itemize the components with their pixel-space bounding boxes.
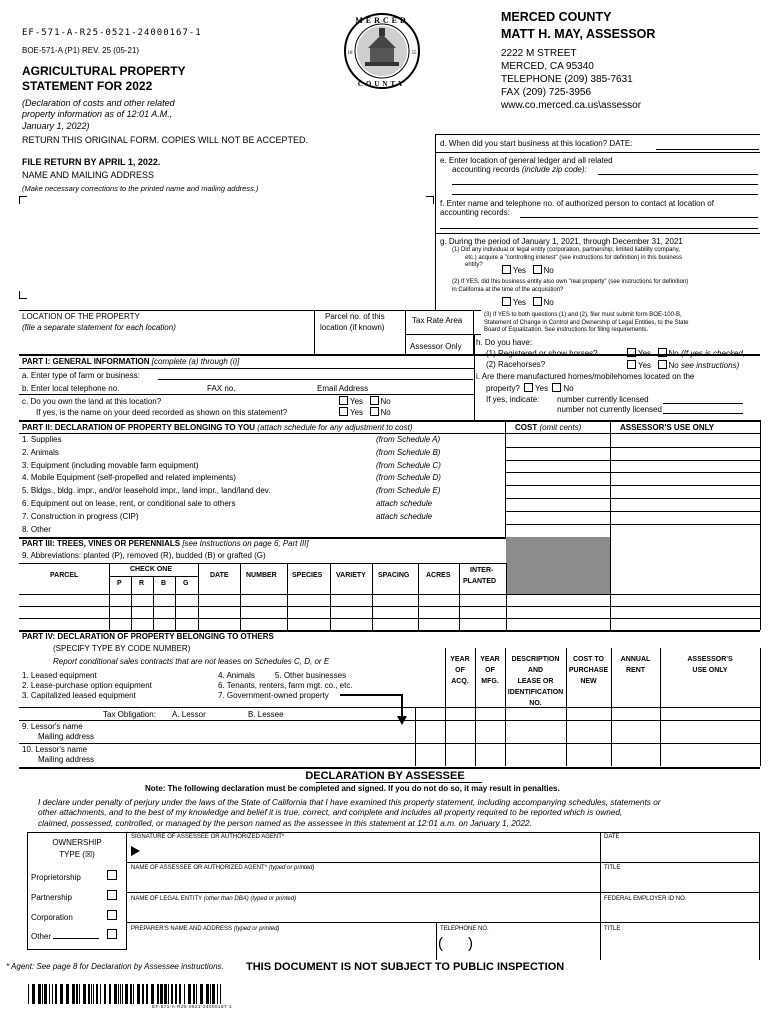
partnership-checkbox[interactable] bbox=[107, 890, 117, 900]
col-b: B bbox=[161, 580, 167, 587]
form-title-line2: STATEMENT FOR 2022 bbox=[22, 79, 153, 93]
parcel-label-1: Parcel no. of this bbox=[325, 312, 385, 321]
c1-yes-checkbox[interactable] bbox=[339, 396, 348, 405]
assessor-street: 2222 M STREET bbox=[501, 48, 577, 59]
tax-obligation-label: Tax Obligation: bbox=[103, 710, 156, 719]
barcode-bar bbox=[125, 984, 128, 1004]
barcode-bar bbox=[104, 984, 106, 1004]
tax-lessee-label: B. Lessee bbox=[248, 710, 284, 719]
part2-row-ref: (from Schedule E) bbox=[376, 486, 441, 496]
barcode bbox=[28, 984, 224, 1004]
part4-col-year_acq bbox=[445, 654, 475, 687]
barcode-bar bbox=[88, 984, 90, 1004]
part4-col-year_acq-line: YEAR bbox=[450, 656, 470, 663]
fein-label: FEDERAL EMPLOYER ID NO. bbox=[604, 896, 687, 902]
barcode-bar bbox=[217, 984, 218, 1004]
location-label: LOCATION OF THE PROPERTY bbox=[22, 312, 140, 321]
h1-no-checkbox[interactable] bbox=[658, 348, 667, 357]
farm-type-field[interactable] bbox=[158, 379, 473, 380]
part4-col-cost-line: COST TO bbox=[573, 656, 604, 663]
part2-row-ref: (from Schedule D) bbox=[376, 473, 441, 483]
parcel-label-2: location (if known) bbox=[320, 323, 385, 332]
part2-cost-field[interactable] bbox=[506, 524, 610, 536]
barcode-bar bbox=[109, 984, 111, 1004]
part2-cost-field[interactable] bbox=[506, 511, 610, 523]
seal-top-text: MERCED bbox=[355, 16, 409, 25]
contact-person-field-2[interactable] bbox=[440, 228, 758, 229]
c1-no-checkbox[interactable] bbox=[370, 396, 379, 405]
barcode-bar bbox=[206, 984, 209, 1004]
barcode-bar bbox=[168, 984, 169, 1004]
sign-here-arrow-icon bbox=[131, 846, 141, 856]
part4-col-year_acq-line: OF bbox=[455, 667, 465, 674]
part3-column-divider bbox=[760, 594, 761, 630]
barcode-bar bbox=[55, 984, 57, 1004]
assessor-phone: TELEPHONE (209) 385-7631 bbox=[501, 74, 633, 85]
part1-b-label: b. Enter local telephone no. bbox=[22, 384, 120, 393]
tax-lessor-label: A. Lessor bbox=[172, 710, 206, 719]
cost-column-header: COST (omit cents) bbox=[515, 423, 582, 432]
barcode-bar bbox=[175, 984, 177, 1004]
i-yes-checkbox[interactable] bbox=[524, 383, 533, 392]
part3-shaded-cost bbox=[506, 537, 610, 594]
telephone-label: TELEPHONE NO. bbox=[440, 926, 489, 932]
form-number: BOE-571-A (P1) REV. 25 (05-21) bbox=[22, 46, 140, 55]
name-address-label: NAME AND MAILING ADDRESS bbox=[22, 170, 155, 180]
contact-person-field-1[interactable] bbox=[520, 217, 758, 218]
part4-entry-row[interactable] bbox=[416, 743, 760, 766]
lessor-10-labels: 10. Lessor's name Mailing address bbox=[22, 745, 95, 764]
part2-heading: PART II: DECLARATION OF PROPERTY BELONGING TO YOU (attach schedule for any adjustment to cost) bbox=[22, 423, 413, 432]
part4-col-cost-line: PURCHASE bbox=[568, 667, 609, 674]
col-acres: ACRES bbox=[426, 572, 451, 579]
assessor-block bbox=[501, 9, 655, 112]
barcode-bar bbox=[157, 984, 159, 1004]
part4-codes-left: 1. Leased equipment 2. Lease-purchase option equipment 3. Capitalized leased equipment bbox=[22, 671, 152, 700]
h1-yes-no: Yes No (If yes is checked, bbox=[625, 348, 745, 358]
seal-bottom-text: COUNTY bbox=[357, 80, 407, 88]
c2-yes-no: Yes No bbox=[337, 407, 391, 417]
question-g3-text: (3) If YES to both questions (1) and (2), filer must submit form BOE-100-B, Statement of Change in Control and Ownership of Legal Entities, to the State Board of Equalization. See instructions for filing requirements. bbox=[484, 312, 689, 333]
public-inspection-notice: THIS DOCUMENT IS NOT SUBJECT TO PUBLIC INSPECTION bbox=[246, 961, 565, 973]
part2-row-label: 8. Other bbox=[22, 524, 51, 534]
barcode-bar bbox=[200, 984, 203, 1004]
part4-report-note: Report conditional sales contracts that are not leases on Schedules C, D, or E bbox=[53, 657, 330, 666]
part3-entry-row[interactable] bbox=[20, 594, 760, 606]
corporation-checkbox[interactable] bbox=[107, 910, 117, 920]
g1-yes-checkbox[interactable] bbox=[502, 265, 511, 274]
assessor-city: MERCED, CA 95340 bbox=[501, 61, 594, 72]
barcode-bar bbox=[72, 984, 75, 1004]
i-no-checkbox[interactable] bbox=[552, 383, 561, 392]
part4-col-desc-line: LEASE OR bbox=[517, 678, 554, 685]
form-title-line1: AGRICULTURAL PROPERTY bbox=[22, 64, 186, 78]
barcode-bar bbox=[220, 984, 221, 1004]
form-subtitle: (Declaration of costs and other related property information as of 12:01 A.M., January 1, 2022) bbox=[22, 98, 175, 131]
part2-row-ref: attach schedule bbox=[376, 499, 433, 508]
part1-heading: PART I: GENERAL INFORMATION [complete (a) through (i)] bbox=[22, 357, 240, 366]
barcode-bar bbox=[91, 984, 92, 1004]
part4-col-cost bbox=[566, 654, 611, 687]
preparer-telephone-field[interactable]: ( ) bbox=[438, 935, 473, 952]
agent-name-field[interactable] bbox=[131, 873, 597, 890]
part2-row-divider bbox=[505, 472, 760, 473]
col-date: DATE bbox=[210, 572, 229, 579]
part4-col-rent-line: RENT bbox=[625, 667, 646, 674]
declaration-text: I declare under penalty of perjury under the laws of the State of California that I have examined this property statement, including accompanying schedules, statements or other attachments, and to the best of my knowledge and belief it is true, correct, and complete and includes all property required to be reported which is owned, claimed, possessed, controlled, or managed by the person named as the assessee in this statement at 12:01 a.m. on January 1, 2022. bbox=[38, 797, 661, 828]
barcode-bar bbox=[212, 984, 215, 1004]
part2-row-label: 3. Equipment (including movable farm equipment) bbox=[22, 460, 199, 470]
part4-entry-row[interactable] bbox=[416, 720, 760, 743]
other-checkbox[interactable] bbox=[107, 929, 117, 939]
part4-col-desc-line: DESCRIPTION bbox=[511, 656, 560, 663]
col-parcel: PARCEL bbox=[50, 572, 79, 579]
part4-col-year_acq-line: ACQ. bbox=[451, 678, 469, 685]
barcode-bar bbox=[184, 984, 185, 1004]
barcode-bar bbox=[28, 984, 29, 1004]
c1-yes-no: Yes No bbox=[337, 396, 391, 406]
type-other-label: Other bbox=[31, 932, 99, 941]
agent-footnote: * Agent: See page 8 for Declaration by Assessee instructions. bbox=[6, 962, 224, 971]
barcode-bar bbox=[114, 984, 117, 1004]
part4-codes-right: 4. Animals 5. Other businesses 6. Tenants, renters, farm mgt. co., etc. 7. Government-owned property bbox=[218, 671, 353, 700]
part2-cost-field[interactable] bbox=[506, 498, 610, 510]
part4-col-desc-line: NO. bbox=[529, 700, 542, 707]
tax-rate-area-label: Tax Rate Area bbox=[412, 316, 463, 325]
part2-row-divider bbox=[505, 511, 760, 512]
part2-row-label: 2. Animals bbox=[22, 447, 59, 457]
g2-yes-no: Yes No bbox=[500, 297, 554, 307]
col-p: P bbox=[117, 580, 122, 587]
part2-row-divider bbox=[505, 447, 760, 448]
h2-no-checkbox[interactable] bbox=[658, 360, 667, 369]
question-g2-text: (2) If YES, did this business entity also own "real property" (see instructions for definition) in California at the time of the acquisition? bbox=[452, 279, 689, 293]
barcode-bar bbox=[130, 984, 132, 1004]
question-h1-label: (1) Registered or show horses? bbox=[486, 349, 598, 358]
col-spacing: SPACING bbox=[378, 572, 410, 579]
question-i-property: property? Yes No bbox=[486, 384, 574, 393]
barcode-bar bbox=[171, 984, 173, 1004]
part2-cost-field[interactable] bbox=[506, 447, 610, 459]
assessor-name: MATT H. MAY, ASSESSOR bbox=[501, 27, 656, 41]
part2-cost-field[interactable] bbox=[506, 434, 610, 446]
proprietorship-checkbox[interactable] bbox=[107, 870, 117, 880]
preparer-title-field[interactable] bbox=[604, 934, 758, 958]
barcode-bar bbox=[83, 984, 86, 1004]
ledger-location-field-3[interactable] bbox=[452, 194, 758, 195]
assessor-use-header: ASSESSOR'S USE ONLY bbox=[620, 423, 715, 432]
part2-row-label: 5. Bldgs., bldg. impr., and/or leasehold impr., land impr., land/land dev. bbox=[22, 486, 271, 496]
part2-row-ref: (from Schedule A) bbox=[376, 435, 441, 444]
email-label: Email Address bbox=[317, 384, 369, 393]
ownership-type-label: TYPE (☒) bbox=[59, 850, 95, 859]
type-proprietorship-label: Proprietorship bbox=[31, 873, 81, 882]
part2-row-divider bbox=[505, 524, 760, 525]
fax-label: FAX no. bbox=[207, 384, 236, 393]
part2-cost-field[interactable] bbox=[506, 472, 610, 484]
g2-no-checkbox[interactable] bbox=[533, 297, 542, 306]
address-corner-tr bbox=[426, 196, 434, 204]
name-address-note: (Make necessary corrections to the printed name and mailing address.) bbox=[22, 184, 259, 193]
c2-no-checkbox[interactable] bbox=[370, 407, 379, 416]
declaration-heading: DECLARATION BY ASSESSEE bbox=[305, 770, 465, 782]
part2-row-ref: attach schedule bbox=[376, 511, 433, 521]
signature-field[interactable] bbox=[142, 842, 598, 860]
barcode-bar bbox=[66, 984, 69, 1004]
ledger-location-field-1[interactable] bbox=[598, 174, 758, 175]
barcode-bar bbox=[79, 984, 80, 1004]
seal-left-text: 18 bbox=[347, 51, 353, 56]
part2-cost-field[interactable] bbox=[506, 485, 610, 497]
question-i-label: i. Are there manufactured homes/mobilehomes located on the bbox=[476, 372, 695, 381]
part2-row-label: 4. Mobile Equipment (self-propelled and related implements) bbox=[22, 473, 236, 483]
part4-col-cost-line: NEW bbox=[580, 678, 597, 685]
type-corporation-label: Corporation bbox=[31, 913, 73, 922]
signature-date-field[interactable] bbox=[604, 842, 758, 860]
barcode-bar bbox=[210, 984, 211, 1004]
part4-col-desc-line: IDENTIFICATION bbox=[507, 689, 564, 696]
question-h-label: h. Do you have: bbox=[476, 338, 533, 347]
barcode-bar bbox=[76, 984, 78, 1004]
col-number: NUMBER bbox=[246, 572, 277, 579]
col-species: SPECIES bbox=[292, 572, 323, 579]
col-inter: INTER- bbox=[470, 567, 494, 574]
col-variety: VARIETY bbox=[336, 572, 366, 579]
col-check-one: CHECK ONE bbox=[130, 566, 173, 573]
fein-field[interactable] bbox=[604, 904, 758, 920]
barcode-bar bbox=[120, 984, 121, 1004]
question-e-label1: e. Enter location of general ledger and all related bbox=[440, 156, 613, 165]
preparer-field[interactable] bbox=[131, 934, 433, 958]
g2-yes-checkbox[interactable] bbox=[502, 297, 511, 306]
merced-county-seal bbox=[337, 12, 427, 90]
part3-entry-row[interactable] bbox=[20, 618, 760, 630]
location-note: (file a separate statement for each location) bbox=[22, 323, 176, 332]
barcode-bar bbox=[96, 984, 98, 1004]
part4-col-year_mfg-line: YEAR bbox=[480, 656, 500, 663]
part4-col-desc bbox=[505, 654, 566, 709]
barcode-bar bbox=[93, 984, 94, 1004]
start-date-field[interactable] bbox=[656, 149, 759, 150]
agent-name-label: NAME OF ASSESSEE OR AUTHORIZED AGENT* (typed or printed) bbox=[131, 865, 315, 871]
part4-col-year_mfg-line: MFG. bbox=[481, 678, 499, 685]
question-d-label: d. When did you start business at this location? DATE: bbox=[440, 139, 633, 148]
barcode-bar bbox=[100, 984, 101, 1004]
barcode-bar bbox=[164, 984, 167, 1004]
question-f-label2: accounting records: bbox=[440, 208, 510, 217]
part2-cost-field[interactable] bbox=[506, 460, 610, 472]
assessor-fax: FAX (209) 725-3956 bbox=[501, 87, 592, 98]
ledger-location-field-2[interactable] bbox=[452, 184, 758, 185]
type-partnership-label: Partnership bbox=[31, 893, 72, 902]
question-g1-text: (1) Did any individual or legal entity (corporation, partnership, limited liability company, etc.) acquire a "controlling interest" (see instructions for definition) in this business entity? bbox=[452, 247, 683, 268]
licensed-count-field[interactable] bbox=[663, 403, 743, 404]
c2-yes-checkbox[interactable] bbox=[339, 407, 348, 416]
question-h2-label: (2) Racehorses? bbox=[486, 360, 546, 369]
title2-label: TITLE bbox=[604, 926, 621, 932]
not-licensed-label: number not currently licensed bbox=[557, 405, 662, 414]
barcode-bar bbox=[60, 984, 63, 1004]
preparer-label: PREPARER'S NAME AND ADDRESS (typed or printed) bbox=[131, 926, 280, 932]
part3-heading: PART III: TREES, VINES OR PERENNIALS [see Instructions on page 6, Part III] bbox=[22, 539, 309, 548]
county-name: MERCED COUNTY bbox=[501, 10, 612, 24]
part4-specify: (SPECIFY TYPE BY CODE NUMBER) bbox=[53, 644, 191, 653]
h2-yes-checkbox[interactable] bbox=[627, 360, 636, 369]
question-e-label2: accounting records (include zip code): bbox=[452, 165, 587, 174]
part2-row-ref: (from Schedule C) bbox=[376, 460, 441, 470]
part1-c2-label: If yes, is the name on your deed recorded as shown on this statement? bbox=[36, 408, 288, 417]
declaration-note: Note: The following declaration must be completed and signed. If you do not do so, it may result in penalties. bbox=[145, 784, 560, 793]
part4-col-assessor-line: ASSESSOR'S bbox=[687, 656, 733, 663]
col-planted: PLANTED bbox=[463, 578, 497, 585]
barcode-bar bbox=[193, 984, 195, 1004]
barcode-bar bbox=[151, 984, 154, 1004]
not-licensed-count-field[interactable] bbox=[663, 413, 743, 414]
barcode-bar bbox=[49, 984, 50, 1004]
barcode-bar bbox=[42, 984, 43, 1004]
barcode-bar bbox=[142, 984, 144, 1004]
legal-entity-field[interactable] bbox=[131, 904, 597, 920]
barcode-bar bbox=[146, 984, 148, 1004]
barcode-bar bbox=[38, 984, 41, 1004]
h1-yes-checkbox[interactable] bbox=[627, 348, 636, 357]
title-label: TITLE bbox=[604, 865, 621, 871]
licensed-label: number currently licensed bbox=[557, 395, 649, 404]
ownership-label: OWNERSHIP bbox=[52, 838, 102, 847]
barcode-bar bbox=[196, 984, 197, 1004]
return-notice: RETURN THIS ORIGINAL FORM. COPIES WILL NOT BE ACCEPTED. bbox=[22, 135, 309, 145]
question-i-indicate: If yes, indicate: bbox=[486, 395, 540, 404]
question-g-label: g. During the period of January 1, 2021, through December 31, 2021 bbox=[440, 237, 683, 246]
part4-arrow-icon bbox=[340, 688, 420, 728]
date-label: DATE bbox=[604, 834, 620, 840]
barcode-bar bbox=[133, 984, 134, 1004]
barcode-bar bbox=[52, 984, 53, 1004]
barcode-bar bbox=[122, 984, 123, 1004]
part4-col-assessor bbox=[660, 654, 760, 676]
part4-col-year_mfg-line: OF bbox=[485, 667, 495, 674]
col-r: R bbox=[139, 580, 145, 587]
file-deadline: FILE RETURN BY APRIL 1, 2022. bbox=[22, 157, 161, 167]
part2-row-label: 1. Supplies bbox=[22, 435, 62, 444]
part1-c1-label: c. Do you own the land at this location? bbox=[22, 397, 162, 406]
g1-yes-no: Yes No bbox=[500, 265, 554, 275]
part2-row-divider bbox=[505, 485, 760, 486]
seal-right-text: 55 bbox=[411, 51, 417, 56]
h2-yes-no: Yes No see instructions) bbox=[625, 360, 739, 370]
part4-heading: PART IV: DECLARATION OF PROPERTY BELONGING TO OTHERS bbox=[22, 632, 274, 641]
assessor-website[interactable]: www.co.merced.ca.us\assessor bbox=[501, 100, 642, 111]
col-g: G bbox=[183, 580, 189, 587]
part4-col-year_mfg bbox=[475, 654, 505, 687]
part4-col-rent bbox=[611, 654, 660, 676]
question-f-label1: f. Enter name and telephone no. of authorized person to contact at location of bbox=[440, 199, 714, 208]
part4-col-assessor-line: USE ONLY bbox=[692, 667, 728, 674]
barcode-bar bbox=[44, 984, 47, 1004]
part2-row-label: 7. Construction in progress (CIP) bbox=[22, 511, 139, 521]
part4-col-desc-line: AND bbox=[527, 667, 544, 674]
lessor-9-labels: 9. Lessor's name Mailing address bbox=[22, 722, 95, 741]
legal-entity-label: NAME OF LEGAL ENTITY (other than DBA) (typed or printed) bbox=[131, 896, 297, 902]
part1-a-label: a. Enter type of farm or business: bbox=[22, 371, 140, 380]
part2-row-divider bbox=[505, 498, 760, 499]
part2-row-ref: (from Schedule B) bbox=[376, 447, 441, 457]
part3-abbreviations: 9. Abbreviations: planted (P), removed (R), budded (B) or grafted (G) bbox=[22, 551, 266, 560]
agent-title-field[interactable] bbox=[604, 873, 758, 890]
part2-row-divider bbox=[505, 460, 760, 461]
signature-label: SIGNATURE OF ASSESSEE OR AUTHORIZED AGENT* bbox=[131, 834, 285, 840]
barcode-bar bbox=[179, 984, 181, 1004]
part3-entry-row[interactable] bbox=[20, 606, 760, 618]
name-mailing-address-area[interactable] bbox=[19, 200, 425, 296]
document-id: EF-571-A-R25-0521-24000167-1 bbox=[22, 28, 202, 38]
barcode-bar bbox=[118, 984, 119, 1004]
part2-row-label: 6. Equipment out on lease, rent, or conditional sale to others bbox=[22, 499, 236, 508]
g1-no-checkbox[interactable] bbox=[533, 265, 542, 274]
barcode-text: EF-571-A-R25-0521-24000167-1 bbox=[152, 1004, 233, 1009]
assessor-only-label: Assessor Only bbox=[410, 342, 462, 351]
barcode-bar bbox=[188, 984, 191, 1004]
barcode-bar bbox=[32, 984, 35, 1004]
barcode-bar bbox=[160, 984, 163, 1004]
barcode-bar bbox=[137, 984, 140, 1004]
part3-column-divider bbox=[610, 594, 611, 630]
part4-col-rent-line: ANNUAL bbox=[620, 656, 651, 663]
